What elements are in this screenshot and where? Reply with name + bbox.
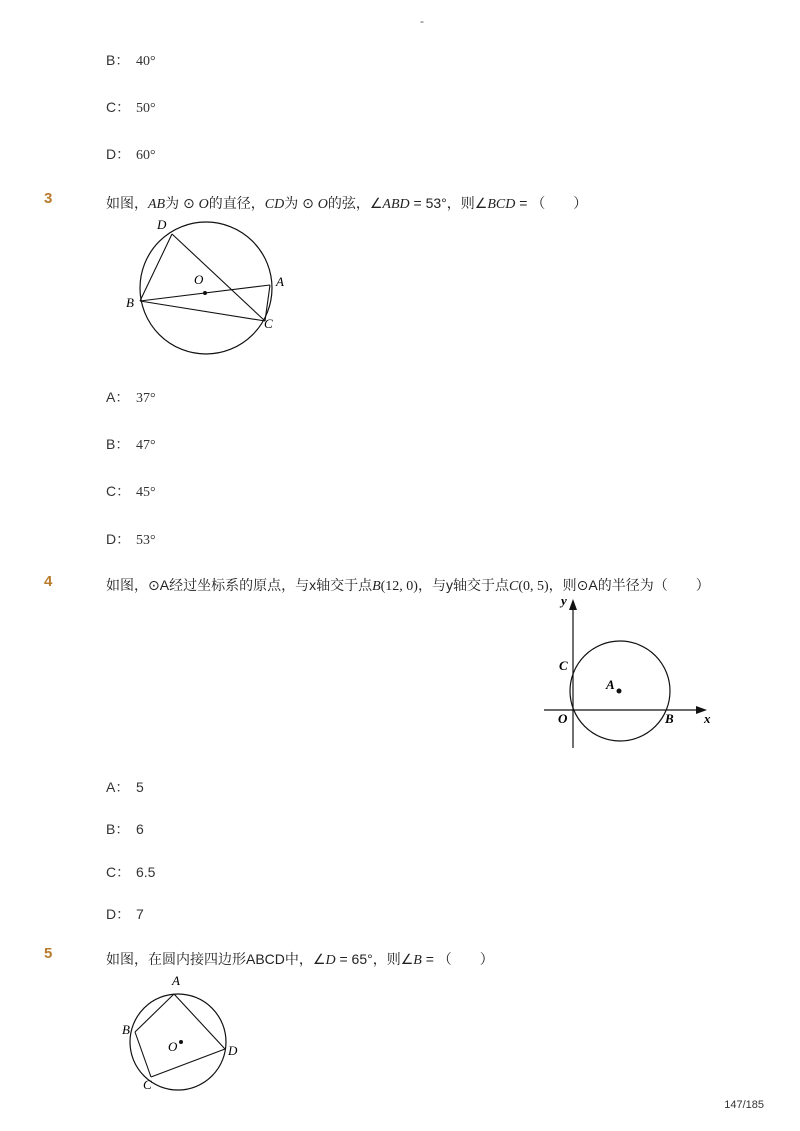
option-label: B： — [106, 821, 130, 837]
label-d: D — [157, 217, 167, 232]
label-a: A — [606, 677, 615, 692]
stem-text: 为 ⊙ — [284, 195, 318, 211]
label-c: C — [559, 658, 568, 673]
option-label: C： — [106, 99, 131, 115]
header-mark: - — [420, 14, 424, 28]
y-axis-arrow — [569, 599, 577, 610]
option-label: D： — [106, 906, 131, 922]
stem-math: AB — [148, 197, 166, 212]
stem-math: BCD — [487, 197, 516, 212]
stem-text: 的弦，∠ — [327, 195, 383, 211]
stem-math: O — [317, 197, 328, 212]
label-o: O — [194, 272, 204, 287]
option-label: B： — [106, 52, 130, 68]
stem-text: 如图，在圆内接四边形ABCD中，∠ — [106, 951, 326, 967]
option-value: 47° — [136, 438, 156, 453]
stem-math: CD — [264, 197, 285, 212]
option-value: 6.5 — [136, 864, 156, 880]
option-label: A： — [106, 779, 130, 795]
q3-option-a[interactable] — [106, 387, 156, 407]
q3-option-c[interactable] — [106, 481, 156, 501]
option-value: 40° — [136, 54, 156, 69]
q5-stem — [106, 949, 494, 969]
option-value: 60° — [136, 148, 156, 163]
label-o: O — [168, 1039, 178, 1054]
stem-math: C — [508, 579, 519, 594]
option-value: 50° — [136, 101, 156, 116]
q3-stem — [106, 193, 587, 213]
option-label: A： — [106, 389, 130, 405]
stem-math: O — [198, 197, 209, 212]
q2-option-b[interactable] — [106, 50, 156, 70]
label-d: D — [228, 1043, 238, 1058]
stem-text: = 53°，则∠ — [409, 195, 488, 211]
stem-text: 为 ⊙ — [165, 195, 199, 211]
segment-cd — [151, 1049, 225, 1077]
stem-math: B — [372, 579, 381, 594]
stem-text: ，则⊙A的半径为（ ） — [548, 577, 710, 593]
stem-text: 如图，⊙A经过坐标系的原点，与x轴交于点 — [106, 577, 373, 593]
label-c: C — [264, 316, 273, 331]
segment-bc — [135, 1032, 151, 1077]
q5-number: 5 — [44, 945, 53, 962]
label-b: B — [126, 295, 134, 310]
label-b: B — [122, 1022, 130, 1037]
label-x: x — [704, 711, 711, 726]
q4-option-d[interactable] — [106, 904, 144, 924]
option-value: 53° — [136, 533, 156, 548]
stem-text: = （ ） — [515, 195, 588, 211]
stem-math: (0, 5) — [518, 579, 549, 594]
label-b: B — [665, 711, 674, 726]
q5-figure — [115, 972, 250, 1097]
q2-option-c[interactable] — [106, 97, 156, 117]
option-value: 5 — [136, 779, 144, 795]
stem-text: 如图， — [106, 195, 148, 211]
option-value: 37° — [136, 391, 156, 406]
option-label: B： — [106, 436, 130, 452]
label-o: O — [558, 711, 568, 726]
center-dot — [203, 291, 207, 295]
stem-text: = （ ） — [421, 951, 494, 967]
label-c: C — [143, 1077, 152, 1092]
center-dot — [617, 689, 622, 694]
option-value: 7 — [136, 906, 144, 922]
stem-text: 的直径， — [208, 195, 265, 211]
q4-figure — [540, 596, 720, 756]
q4-number: 4 — [44, 573, 53, 590]
stem-math: B — [413, 953, 422, 968]
q4-stem — [106, 575, 710, 595]
q2-option-d[interactable] — [106, 144, 156, 164]
page-number: 147/185 — [724, 1099, 764, 1111]
option-label: C： — [106, 864, 131, 880]
option-value: 45° — [136, 485, 156, 500]
option-label: C： — [106, 483, 131, 499]
q3-number: 3 — [44, 190, 53, 207]
q4-option-b[interactable] — [106, 819, 144, 839]
option-label: D： — [106, 531, 131, 547]
stem-math: D — [325, 953, 336, 968]
stem-math: ABD — [382, 197, 410, 212]
stem-text: = 65°，则∠ — [335, 951, 414, 967]
q3-option-b[interactable] — [106, 434, 156, 454]
q3-option-d[interactable] — [106, 529, 156, 549]
q4-option-c[interactable] — [106, 862, 155, 882]
circle-o — [130, 994, 226, 1090]
circle-o — [140, 222, 272, 354]
label-y: y — [561, 596, 567, 608]
q3-figure — [120, 212, 290, 362]
option-label: D： — [106, 146, 131, 162]
q4-option-a[interactable] — [106, 777, 144, 797]
center-dot — [179, 1040, 183, 1044]
label-a: A — [172, 973, 180, 988]
option-value: 6 — [136, 821, 144, 837]
label-a: A — [276, 274, 284, 289]
stem-math: (12, 0) — [380, 579, 418, 594]
stem-text: ，与y轴交于点 — [417, 577, 509, 593]
